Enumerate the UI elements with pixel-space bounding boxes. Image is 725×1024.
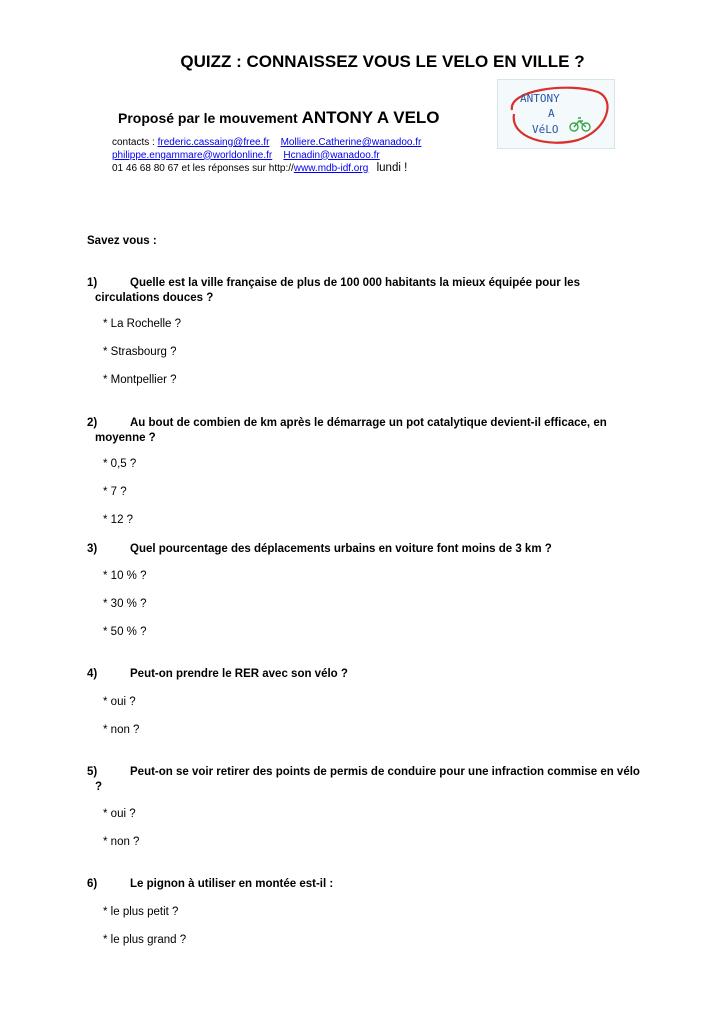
answer-option: * 12 ? <box>103 514 134 526</box>
question-text: Au bout de combien de km après le démarrage un pot catalytique devient-il efficace, en <box>130 417 607 429</box>
question-text: Quelle est la ville française de plus de 100 000 habitants la mieux équipée pour les <box>130 277 580 289</box>
phone-text: 01 46 68 80 67 et les réponses sur http:// <box>112 163 294 174</box>
answer-option: * 10 % ? <box>103 570 147 582</box>
answer-option: * 50 % ? <box>103 626 147 638</box>
bicycle-icon <box>570 118 590 131</box>
contacts-line-2 <box>112 150 421 163</box>
day-text: lundi ! <box>376 162 408 174</box>
question-number: 6) <box>87 878 98 890</box>
contacts-line-3 <box>112 162 421 176</box>
question-4 <box>87 667 673 682</box>
proposer-prefix: Proposé par le mouvement <box>118 110 298 126</box>
contacts-line-1 <box>112 137 421 150</box>
proposer-line <box>118 108 440 128</box>
question-text: Quel pourcentage des déplacements urbains en voiture font moins de 3 km ? <box>130 543 552 555</box>
answer-option: * oui ? <box>103 696 136 708</box>
question-text: Peut-on se voir retirer des points de permis de conduire pour une infraction commise en vélo <box>130 766 640 778</box>
logo-line2: A <box>548 107 555 120</box>
antony-a-velo-logo <box>497 79 615 149</box>
answer-option: * oui ? <box>103 808 136 820</box>
intro-heading: Savez vous : <box>87 235 157 247</box>
email-link-engammare[interactable]: philippe.engammare@worldonline.fr <box>112 149 273 161</box>
organisation-name: ANTONY A VELO <box>301 108 440 127</box>
question-number: 4) <box>87 668 98 680</box>
question-2 <box>87 416 673 446</box>
answer-option: * Montpellier ? <box>103 374 177 386</box>
page-title: QUIZZ : CONNAISSEZ VOUS LE VELO EN VILLE ? <box>180 52 585 71</box>
answer-option: * non ? <box>103 724 140 736</box>
logo-line1: ANTONY <box>520 92 560 105</box>
logo-line3: VéLO <box>532 123 559 136</box>
question-5 <box>87 765 673 795</box>
question-text: Le pignon à utiliser en montée est-il : <box>130 878 334 890</box>
answer-option: * 0,5 ? <box>103 458 137 470</box>
question-number: 5) <box>87 766 98 778</box>
answer-option: * 7 ? <box>103 486 127 498</box>
contacts-block <box>112 137 421 176</box>
question-text-continued: ? <box>95 781 103 793</box>
question-text: Peut-on prendre le RER avec son vélo ? <box>130 668 348 680</box>
question-text-continued: moyenne ? <box>95 432 156 444</box>
question-text-continued: circulations douces ? <box>95 292 214 304</box>
question-number: 3) <box>87 543 98 555</box>
email-link-molliere[interactable]: Molliere.Catherine@wanadoo.fr <box>280 137 422 148</box>
answer-option: * 30 % ? <box>103 598 147 610</box>
question-3 <box>87 542 673 557</box>
question-6 <box>87 877 673 892</box>
answer-option: * La Rochelle ? <box>103 318 181 330</box>
answer-option: * le plus petit ? <box>103 906 179 918</box>
answer-option: * le plus grand ? <box>103 934 187 946</box>
answer-option: * Strasbourg ? <box>103 346 177 358</box>
contacts-label: contacts : <box>112 137 155 148</box>
question-number: 2) <box>87 417 98 429</box>
email-link-cassaing[interactable]: frederic.cassaing@free.fr <box>157 137 270 148</box>
question-number: 1) <box>87 277 98 289</box>
answer-option: * non ? <box>103 836 140 848</box>
question-1 <box>87 276 673 306</box>
website-link[interactable]: www.mdb-idf.org <box>293 163 369 174</box>
email-link-nadin[interactable]: Hcnadin@wanadoo.fr <box>283 149 380 161</box>
